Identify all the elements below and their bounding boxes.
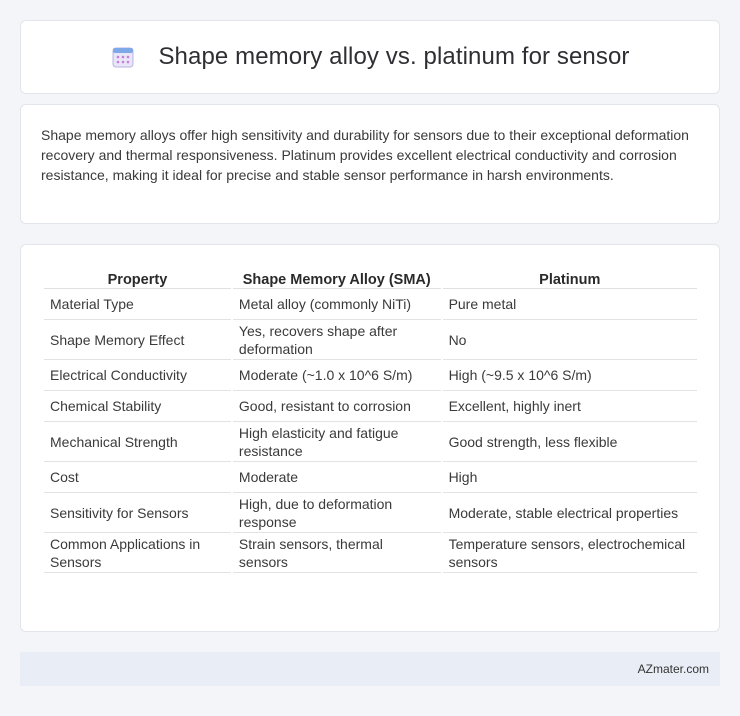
- table-cell: Material Type: [44, 289, 231, 320]
- table-cell: High, due to deformation response: [233, 493, 441, 533]
- table-cell: Strain sensors, thermal sensors: [233, 533, 441, 573]
- table-cell: Cost: [44, 462, 231, 493]
- table-cell: Temperature sensors, electrochemical sensors: [443, 533, 697, 573]
- page-title: Shape memory alloy vs. platinum for sensor: [158, 43, 630, 70]
- table-header-row: [44, 265, 697, 289]
- table-cell: Moderate, stable electrical properties: [443, 493, 697, 533]
- table-row: [44, 360, 697, 391]
- table-cell: High: [443, 462, 697, 493]
- title-card: [20, 20, 720, 94]
- table-row: [44, 462, 697, 493]
- table-cell: Good, resistant to corrosion: [233, 391, 441, 422]
- table-cell: Mechanical Strength: [44, 422, 231, 462]
- table-cell: Excellent, highly inert: [443, 391, 697, 422]
- table-cell: High (~9.5 x 10^6 S/m): [443, 360, 697, 391]
- table-row: [44, 493, 697, 533]
- table-cell: Chemical Stability: [44, 391, 231, 422]
- header-platinum: Platinum: [443, 265, 697, 289]
- table-cell: Shape Memory Effect: [44, 320, 231, 360]
- intro-card: [20, 104, 720, 224]
- table-row: [44, 422, 697, 462]
- comparison-table: [42, 265, 699, 573]
- comparison-card: [20, 244, 720, 632]
- footer-bar: [20, 652, 720, 686]
- table-cell: Common Applications in Sensors: [44, 533, 231, 573]
- table-row: [44, 320, 697, 360]
- table-cell: High elasticity and fatigue resistance: [233, 422, 441, 462]
- table-cell: Yes, recovers shape after deformation: [233, 320, 441, 360]
- table-row: [44, 391, 697, 422]
- table-cell: Moderate: [233, 462, 441, 493]
- table-cell: Electrical Conductivity: [44, 360, 231, 391]
- table-cell: Good strength, less flexible: [443, 422, 697, 462]
- footer-brand: AZmater.com: [637, 662, 709, 676]
- table-cell: Pure metal: [443, 289, 697, 320]
- calendar-icon: [110, 44, 136, 70]
- intro-paragraph: Shape memory alloys offer high sensitivity and durability for sensors due to their exceptional deformation recovery and thermal responsiveness. Platinum provides excellent electrical conductivity and corrosion resistance, making it ideal for precise and stable sensor performance in harsh environments.: [41, 127, 689, 183]
- header-sma: Shape Memory Alloy (SMA): [233, 265, 441, 289]
- table-row: [44, 289, 697, 320]
- table-cell: No: [443, 320, 697, 360]
- table-cell: Moderate (~1.0 x 10^6 S/m): [233, 360, 441, 391]
- table-cell: Metal alloy (commonly NiTi): [233, 289, 441, 320]
- header-property: Property: [44, 265, 231, 289]
- table-cell: Sensitivity for Sensors: [44, 493, 231, 533]
- table-row: [44, 533, 697, 573]
